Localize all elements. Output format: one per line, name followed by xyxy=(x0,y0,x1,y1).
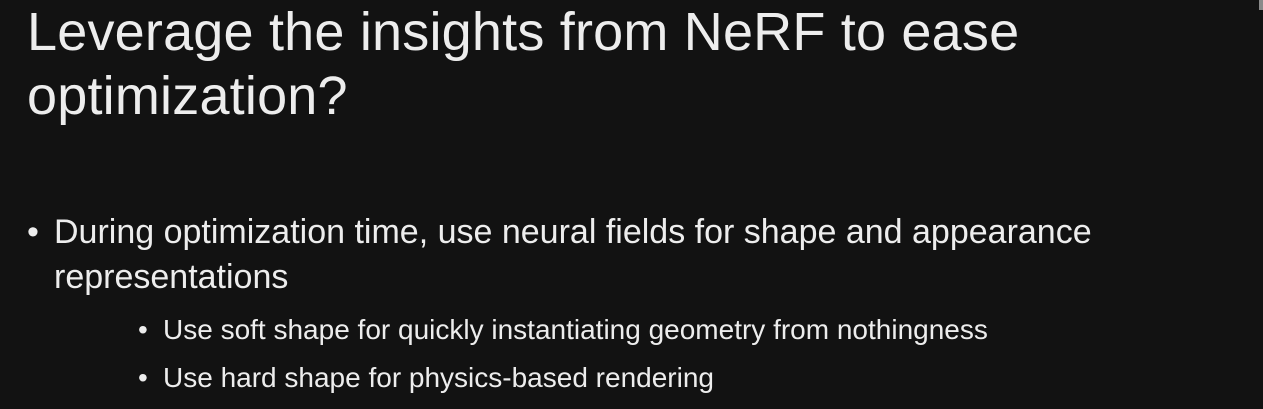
sub-bullet-text: Use soft shape for quickly instantiating geometry from nothingness xyxy=(163,314,988,345)
sub-bullet-dot: • xyxy=(138,362,148,393)
sub-bullet-item xyxy=(54,354,1263,402)
bullet-text-line2: representations xyxy=(54,258,289,296)
sub-bullet-list xyxy=(54,306,1263,402)
corner-mark xyxy=(1259,0,1263,10)
bullet-text-line1: During optimization time, use neural fields for shape and appearance xyxy=(54,213,1092,251)
sub-bullet-text: Use hard shape for physics-based rendering xyxy=(163,362,714,393)
bullet-dot: • xyxy=(27,213,39,251)
slide-title: Leverage the insights from NeRF to ease optimization? xyxy=(27,2,1020,126)
sub-bullet-item xyxy=(54,306,1263,354)
bullet-item xyxy=(0,210,1263,402)
bullet-list xyxy=(0,210,1263,402)
sub-bullet-dot: • xyxy=(138,314,148,345)
